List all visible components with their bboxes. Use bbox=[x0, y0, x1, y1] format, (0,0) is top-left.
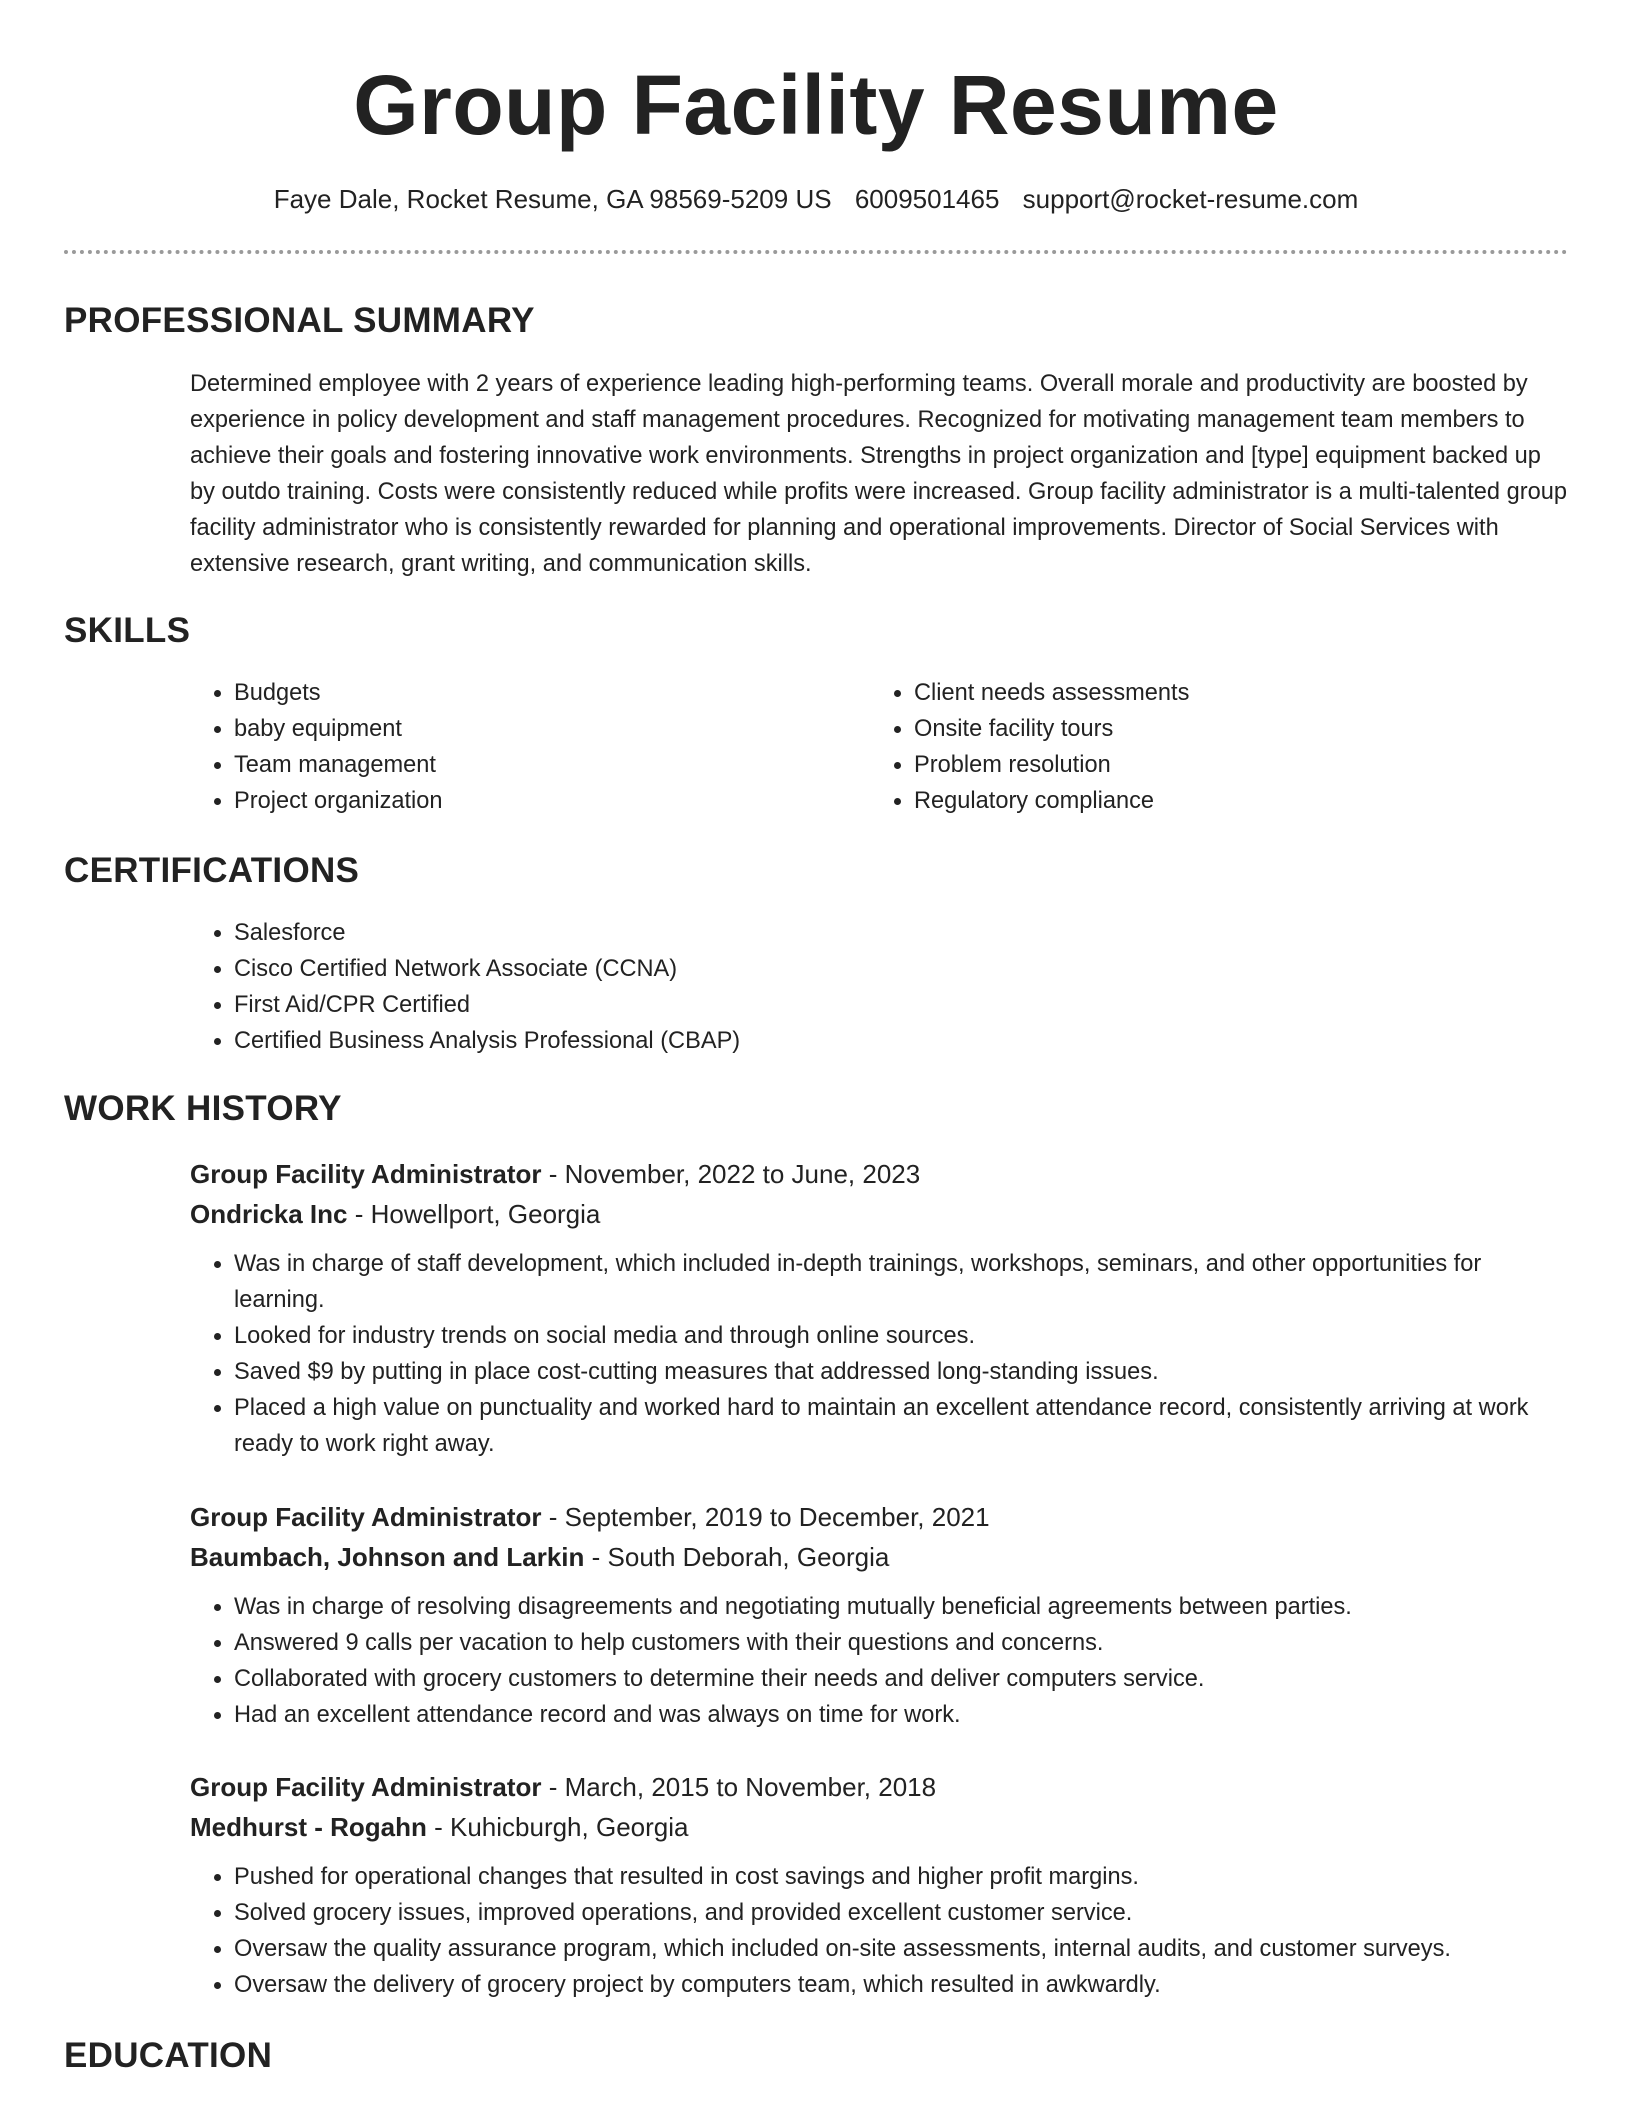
job-dates: - November, 2022 to June, 2023 bbox=[541, 1159, 921, 1189]
job-bullet: • Oversaw the quality assurance program, which included on-site assessments, internal audits, and customer surveys. bbox=[234, 1931, 1570, 1967]
job-title-line bbox=[190, 1767, 1570, 1807]
job-company-line bbox=[190, 1807, 1570, 1847]
job-company: Ondricka Inc bbox=[190, 1199, 348, 1229]
skills-column-right bbox=[870, 675, 1510, 819]
job-bullet: • Was in charge of resolving disagreements and negotiating mutually beneficial agreements between parties. bbox=[234, 1589, 1570, 1625]
job-bullet: • Oversaw the delivery of grocery project by computers team, which resulted in awkwardly. bbox=[234, 1967, 1570, 2003]
certification-item: • Certified Business Analysis Professional (CBAP) bbox=[234, 1023, 1190, 1059]
skill-item: • Team management bbox=[234, 747, 830, 783]
header-divider bbox=[64, 250, 1568, 254]
job-bullet: • Placed a high value on punctuality and worked hard to maintain an excellent attendance record, consistently arriving at work ready to work right away. bbox=[234, 1390, 1570, 1462]
job-title: Group Facility Administrator bbox=[190, 1159, 542, 1189]
skill-item: • Onsite facility tours bbox=[914, 711, 1510, 747]
job-bullet: • Answered 9 calls per vacation to help customers with their questions and concerns. bbox=[234, 1625, 1570, 1661]
skill-item: • Client needs assessments bbox=[914, 675, 1510, 711]
skill-item: • Regulatory compliance bbox=[914, 783, 1510, 819]
job-company: Medhurst - Rogahn bbox=[190, 1812, 427, 1842]
skill-item: • Budgets bbox=[234, 675, 830, 711]
job-title-line bbox=[190, 1497, 1570, 1537]
section-heading-summary: PROFESSIONAL SUMMARY bbox=[64, 301, 535, 340]
job-location: - Kuhicburgh, Georgia bbox=[426, 1812, 689, 1842]
job-bullet: • Solved grocery issues, improved operations, and provided excellent customer service. bbox=[234, 1895, 1570, 1931]
certification-item: • Salesforce bbox=[234, 915, 1190, 951]
section-heading-skills: SKILLS bbox=[64, 611, 191, 650]
certifications-block bbox=[190, 915, 1190, 1059]
skill-item: • Project organization bbox=[234, 783, 830, 819]
job-dates: - March, 2015 to November, 2018 bbox=[541, 1772, 937, 1802]
job-title-line bbox=[190, 1154, 1570, 1194]
job-dates: - September, 2019 to December, 2021 bbox=[541, 1502, 990, 1532]
job-company: Baumbach, Johnson and Larkin bbox=[190, 1542, 585, 1572]
job-company-line bbox=[190, 1194, 1570, 1234]
job-bullet: • Looked for industry trends on social media and through online sources. bbox=[234, 1318, 1570, 1354]
skills-list-left bbox=[190, 675, 830, 819]
summary-text: Determined employee with 2 years of experience leading high-performing teams. Overall morale and productivity are boosted by experience in policy development and staff management procedures. Recognized for motivating management team members to achieve their goals and fostering innovative work environments. Strengths in project organization and [type] equipment backed up by outdo training. Costs were consistently reduced while profits were increased. Group facility administrator is a multi-talented group facility administrator who is consistently rewarded for planning and operational improvements. Director of Social Services with extensive research, grant writing, and communication skills. bbox=[190, 371, 1567, 577]
job-bullets bbox=[190, 1589, 1570, 1733]
job-bullets bbox=[190, 1246, 1570, 1462]
job-bullet: • Was in charge of staff development, which included in-depth trainings, workshops, seminars, and other opportunities for learning. bbox=[234, 1246, 1570, 1318]
job-bullet: • Collaborated with grocery customers to determine their needs and deliver computers service. bbox=[234, 1661, 1570, 1697]
job-title: Group Facility Administrator bbox=[190, 1772, 542, 1802]
job-title: Group Facility Administrator bbox=[190, 1502, 542, 1532]
job-bullets bbox=[190, 1859, 1570, 2003]
section-heading-education: EDUCATION bbox=[64, 2036, 273, 2075]
contact-address: Faye Dale, Rocket Resume, GA 98569-5209 US bbox=[273, 184, 832, 214]
job-location: - South Deborah, Georgia bbox=[584, 1542, 890, 1572]
job-bullet: • Saved $9 by putting in place cost-cutting measures that addressed long-standing issues. bbox=[234, 1354, 1570, 1390]
skills-list-right bbox=[870, 675, 1510, 819]
job-location: - Howellport, Georgia bbox=[347, 1199, 601, 1229]
certification-item: • First Aid/CPR Certified bbox=[234, 987, 1190, 1023]
page-title: Group Facility Resume bbox=[353, 58, 1279, 152]
job-bullet: • Had an excellent attendance record and was always on time for work. bbox=[234, 1697, 1570, 1733]
contact-phone: 6009501465 bbox=[854, 184, 1000, 214]
job-bullet: • Pushed for operational changes that resulted in cost savings and higher profit margins. bbox=[234, 1859, 1570, 1895]
skill-item: • Problem resolution bbox=[914, 747, 1510, 783]
contact-email: support@rocket-resume.com bbox=[1022, 184, 1359, 214]
job-entry bbox=[190, 1767, 1570, 2003]
skill-item: • baby equipment bbox=[234, 711, 830, 747]
job-entry bbox=[190, 1497, 1570, 1733]
section-heading-work-history: WORK HISTORY bbox=[64, 1089, 342, 1128]
skills-column-left bbox=[190, 675, 830, 819]
job-company-line bbox=[190, 1537, 1570, 1577]
certification-item: • Cisco Certified Network Associate (CCNA) bbox=[234, 951, 1190, 987]
section-heading-certifications: CERTIFICATIONS bbox=[64, 851, 360, 890]
contact-line bbox=[0, 182, 1632, 216]
certifications-list bbox=[190, 915, 1190, 1059]
job-entry bbox=[190, 1154, 1570, 1462]
